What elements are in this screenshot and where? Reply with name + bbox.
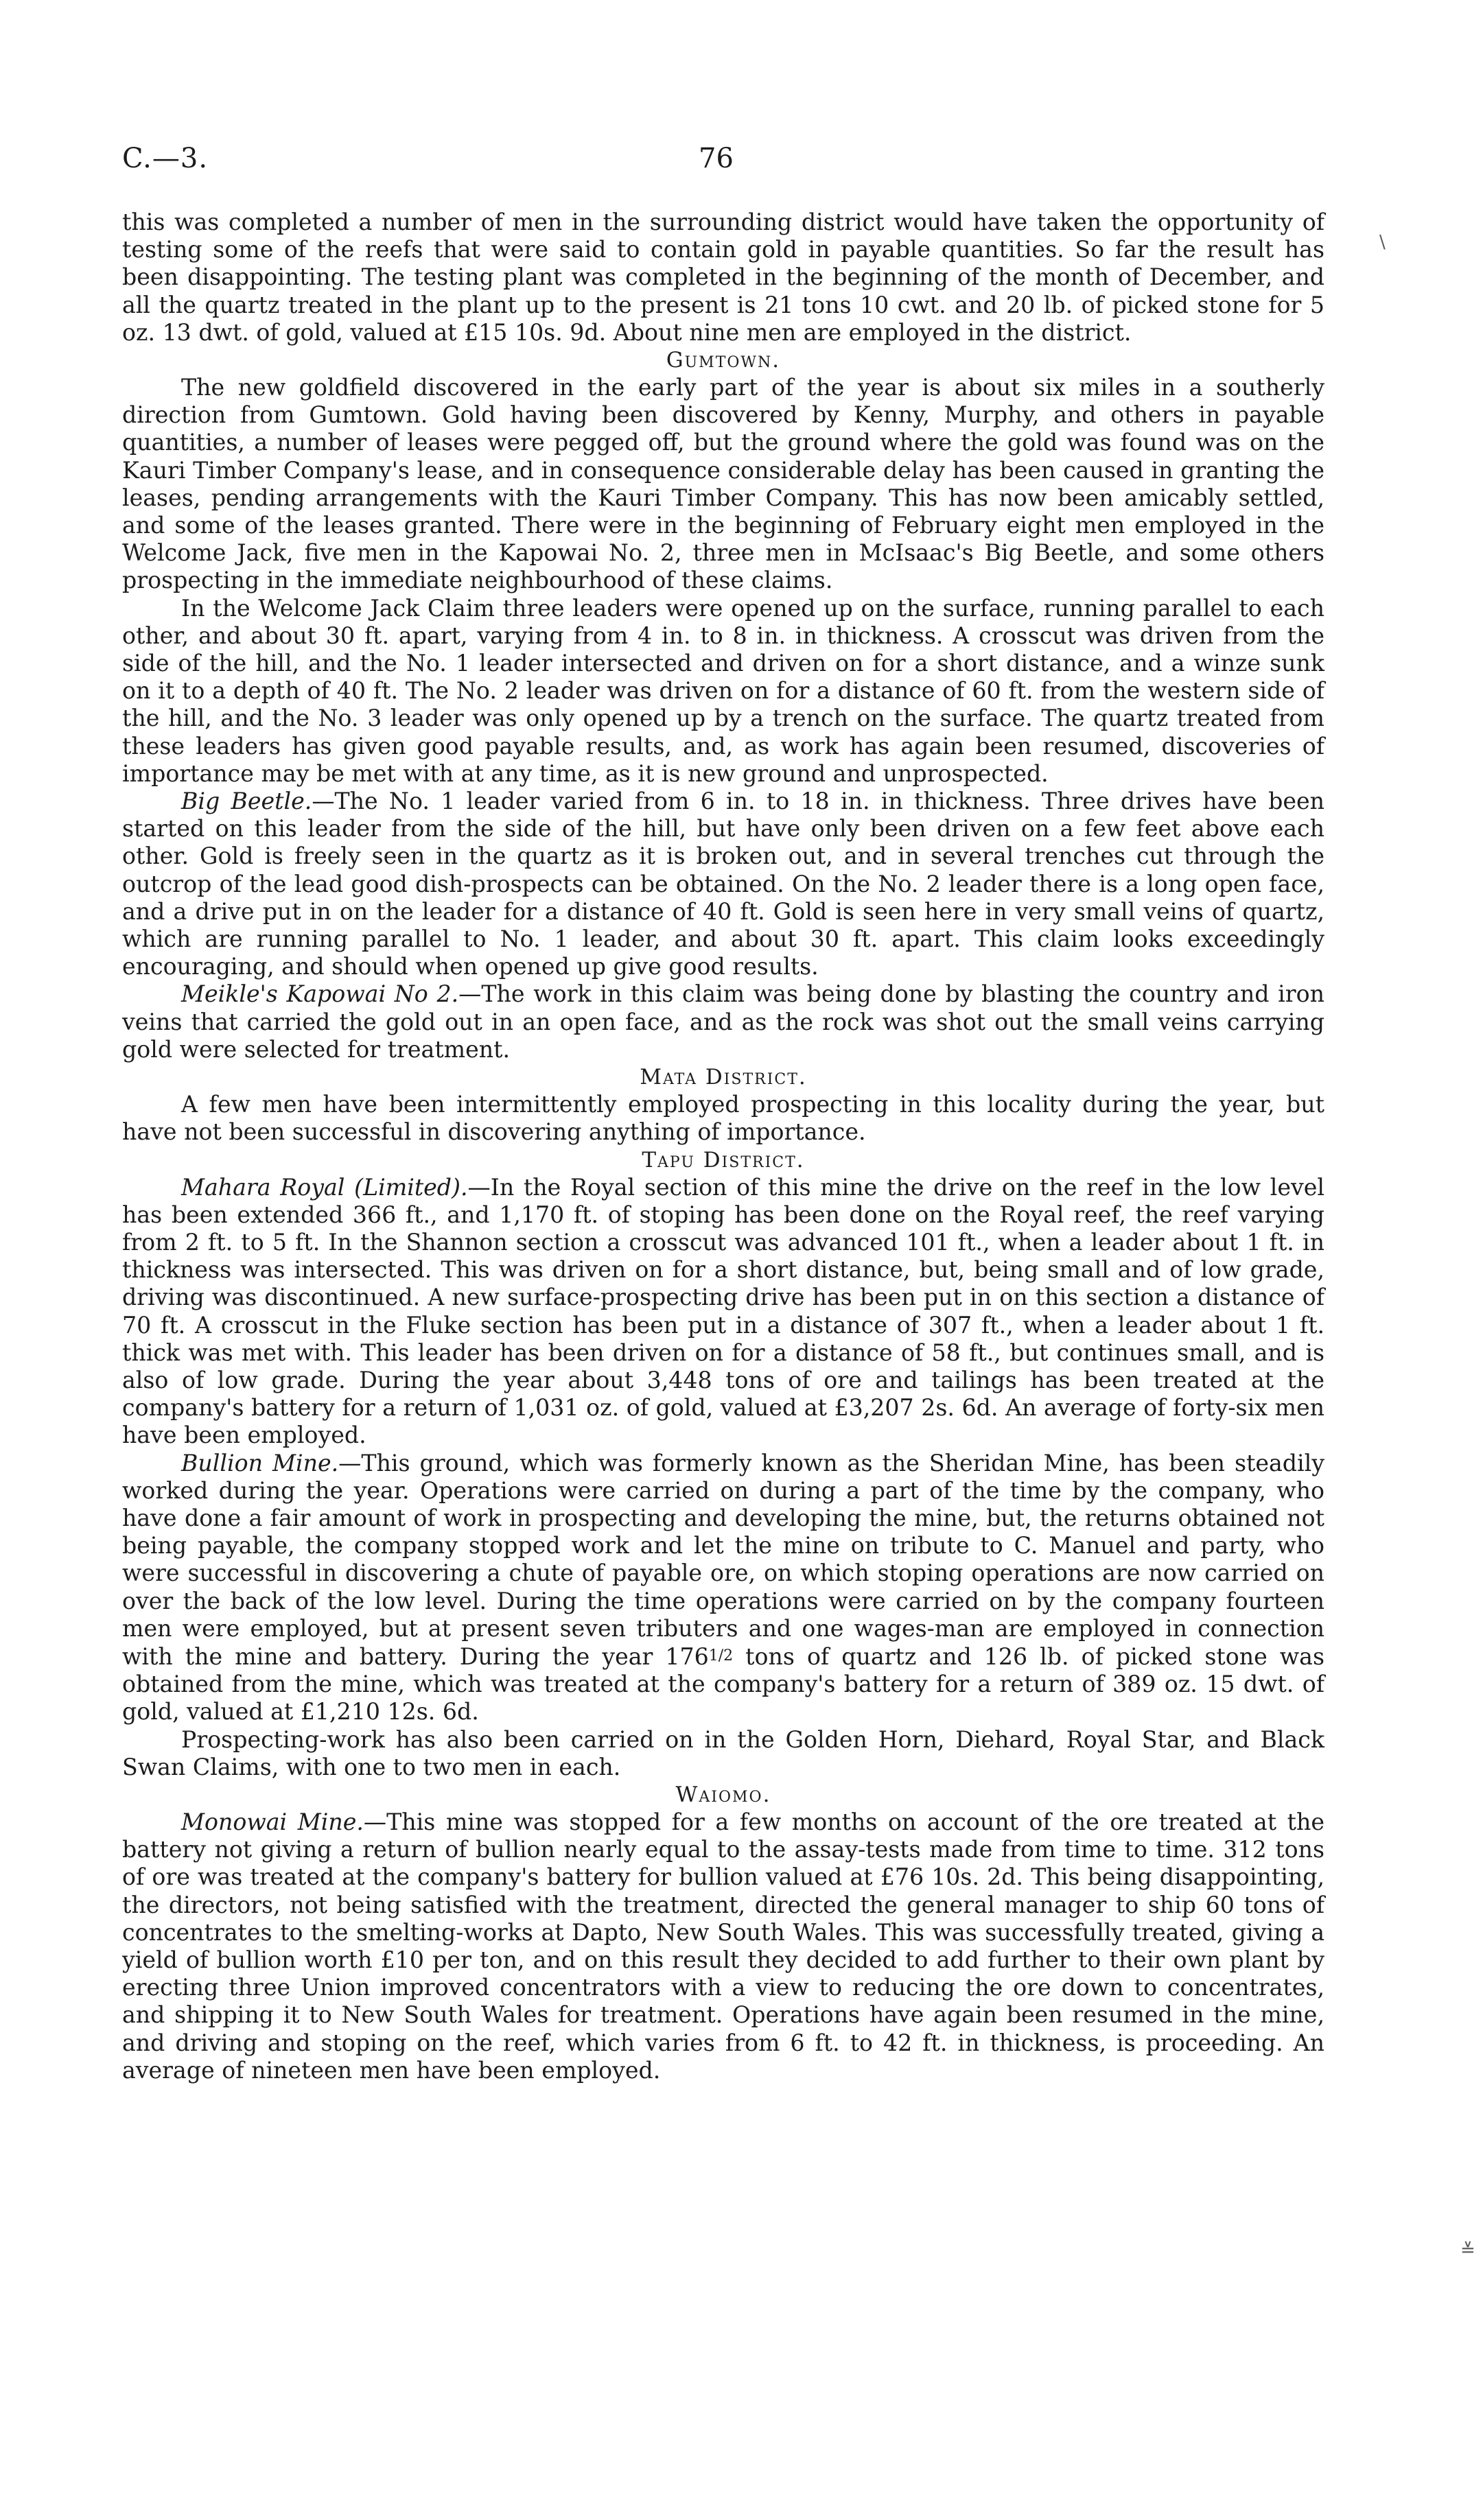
- paragraph-mata: A few men have been intermittently employed prospecting in this locality during the year, but have not been successful in discovering anything of importance.: [122, 1091, 1324, 1146]
- margin-mark: ≚: [1460, 2240, 1475, 2261]
- paragraph-meikle: [122, 980, 1324, 1063]
- margin-mark: \: [1379, 232, 1386, 252]
- paragraph-big-beetle: [122, 788, 1324, 980]
- paragraph-text: —The work in this claim was being done by blasting the country and iron veins that carried the gold out in an open face, and as the rock was shot out the small veins carrying gold were selected for treatment.: [122, 980, 1325, 1063]
- paragraph-text: —This ground, which was formerly known as the Sheridan Mine, has been steadily worked during the year. Operations were carried on during a part of the time by the company, who have done a fair amount of work in prospecting and developing the mine, but, the returns obtained not being payable, the company stopped work and let the mine on tribute to C. Manuel and party, who were successful in discovering a chute of payable ore, on which stoping operations are now carried on over the back of the low level. During the time operations were carried on by the company fourteen men were employed, but at present seven tributers and one wages-man are employed in connection with the mine and battery. During the year 176: [122, 1449, 1324, 1670]
- paragraph-prospecting: Prospecting-work has also been carried on in the Golden Horn, Diehard, Royal Star, and Black Swan Claims, with one to two men in each.: [122, 1726, 1324, 1780]
- paragraph-gumtown-1: The new goldfield discovered in the early part of the year is about six miles in a southerly direction from Gumtown. Gold having been discovered by Kenny, Murphy, and others in payable quantities, a number of leases were pegged off, but the ground where the gold was found was on the Kauri Timber Company's lease, and in consequence considerable delay has been caused in granting the leases, pending arrangements with the Kauri Timber Company. This has now been amicably settled, and some of the leases granted. There were in the beginning of February eight men employed in the Welcome Jack, five men in the Kapowai No. 2, three men in McIsaac's Big Beetle, and some others prospecting in the immediate neighbourhood of these claims.: [122, 374, 1324, 594]
- paragraph-text: —In the Royal section of this mine the drive on the reef in the low level has been extended 366 ft., and 1,170 ft. of stoping has been done on the Royal reef, the reef varying from 2 ft. to 5 ft. In the Shannon section a crosscut was advanced 101 ft., when a leader about 1 ft. in thickness was intersected. This was driven on for a short distance, but, being small and of low grade, driving was discontinued. A new surface-prospecting drive has been put in on this section a distance of 70 ft. A crosscut in the Fluke section has been put in a distance of 307 ft., when a leader about 1 ft. thick was met with. This leader has been driven on for a distance of 58 ft., but continues small, and is also of low grade. During the year about 3,448 tons of ore and tailings has been treated at the company's battery for a return of 1,031 oz. of gold, valued at £3,207 2s. 6d. An average of forty-six men have been employed.: [122, 1173, 1324, 1449]
- paragraph-mahara: [122, 1174, 1324, 1450]
- paragraph-text: tons of quartz and 126 lb. of picked stone was obtained from the mine, which was treated at the company's battery for a return of 389 oz. 15 dwt. of gold, valued at £1,210 12s. 6d.: [122, 1642, 1324, 1726]
- page-number: 76: [699, 143, 734, 174]
- paragraph-bullion: [122, 1450, 1324, 1726]
- document-reference: C.—3.: [122, 143, 209, 174]
- section-heading-waiomo: Waiomo.: [675, 1782, 771, 1807]
- paragraph-text: —The No. 1 leader varied from 6 in. to 18 in. in thickness. Three drives have been started on this leader from the side of the hill, but have only been driven on a few feet above each other. Gold is freely seen in the quartz as it is broken out, and in several trenches cut through the outcrop of the lead good dish-prospects can be obtained. On the No. 2 leader there is a long open face, and a drive put in on the leader for a distance of 40 ft. Gold is seen here in very small veins of quartz, which are running parallel to No. 1 leader, and about 30 ft. apart. This claim looks exceedingly encouraging, and should when opened up give good results.: [122, 788, 1324, 980]
- subheading-meikle: Meikle's Kapowai No 2.: [181, 980, 459, 1008]
- paragraph-monowai: [122, 1809, 1324, 2084]
- paragraph-gumtown-2: In the Welcome Jack Claim three leaders were opened up on the surface, running parallel to each other, and about 30 ft. apart, varying from 4 in. to 8 in. in thickness. A crosscut was driven from the side of the hill, and the No. 1 leader intersected and driven on for a short distance, and a winze sunk on it to a depth of 40 ft. The No. 2 leader was driven on for a distance of 60 ft. from the western side of the hill, and the No. 3 leader was only opened up by a trench on the surface. The quartz treated from these leaders has given good payable results, and, as work has again been resumed, discoveries of importance may be met with at any time, as it is new ground and unprospected.: [122, 594, 1324, 787]
- paragraph-text: —This mine was stopped for a few months on account of the ore treated at the battery not giving a return of bullion nearly equal to the assay-tests made from time to time. 312 tons of ore was treated at the company's battery for bullion valued at £76 10s. 2d. This being disappointing, the directors, not being satisfied with the treatment, directed the general manager to ship 60 tons of concentrates to the smelting-works at Dapto, New South Wales. This was successfully treated, giving a yield of bullion worth £10 per ton, and on this result they decided to add further to their own plant by erecting three Union improved concentrators with a view to reducing the ore down to concentrates, and shipping it to New South Wales for treatment. Operations have again been resumed in the mine, and driving and stoping on the reef, which varies from 6 ft. to 42 ft. in thickness, is proceeding. An average of nineteen men have been employed.: [122, 1808, 1324, 2084]
- fraction-half: 1/2: [708, 1647, 734, 1664]
- subheading-monowai: Monowai Mine.: [181, 1808, 364, 1835]
- paragraph-intro: this was completed a number of men in the surrounding district would have taken the opportunity of testing some of the reefs that were said to contain gold in payable quantities. So far the result has been disappointing. The testing plant was completed in the beginning of the month of December, and all the quartz treated in the plant up to the present is 21 tons 10 cwt. and 20 lb. of picked stone for 5 oz. 13 dwt. of gold, valued at £15 10s. 9d. About nine men are employed in the district.: [122, 209, 1324, 346]
- document-body: [122, 209, 1324, 2084]
- section-heading-gumtown: Gumtown.: [666, 348, 781, 373]
- section-heading-tapu: Tapu District.: [642, 1147, 805, 1173]
- section-heading-mata: Mata District.: [640, 1065, 807, 1090]
- subheading-mahara: Mahara Royal (Limited).: [181, 1173, 468, 1201]
- subheading-bullion: Bullion Mine.: [181, 1449, 339, 1476]
- subheading-big-beetle: Big Beetle.: [181, 788, 312, 815]
